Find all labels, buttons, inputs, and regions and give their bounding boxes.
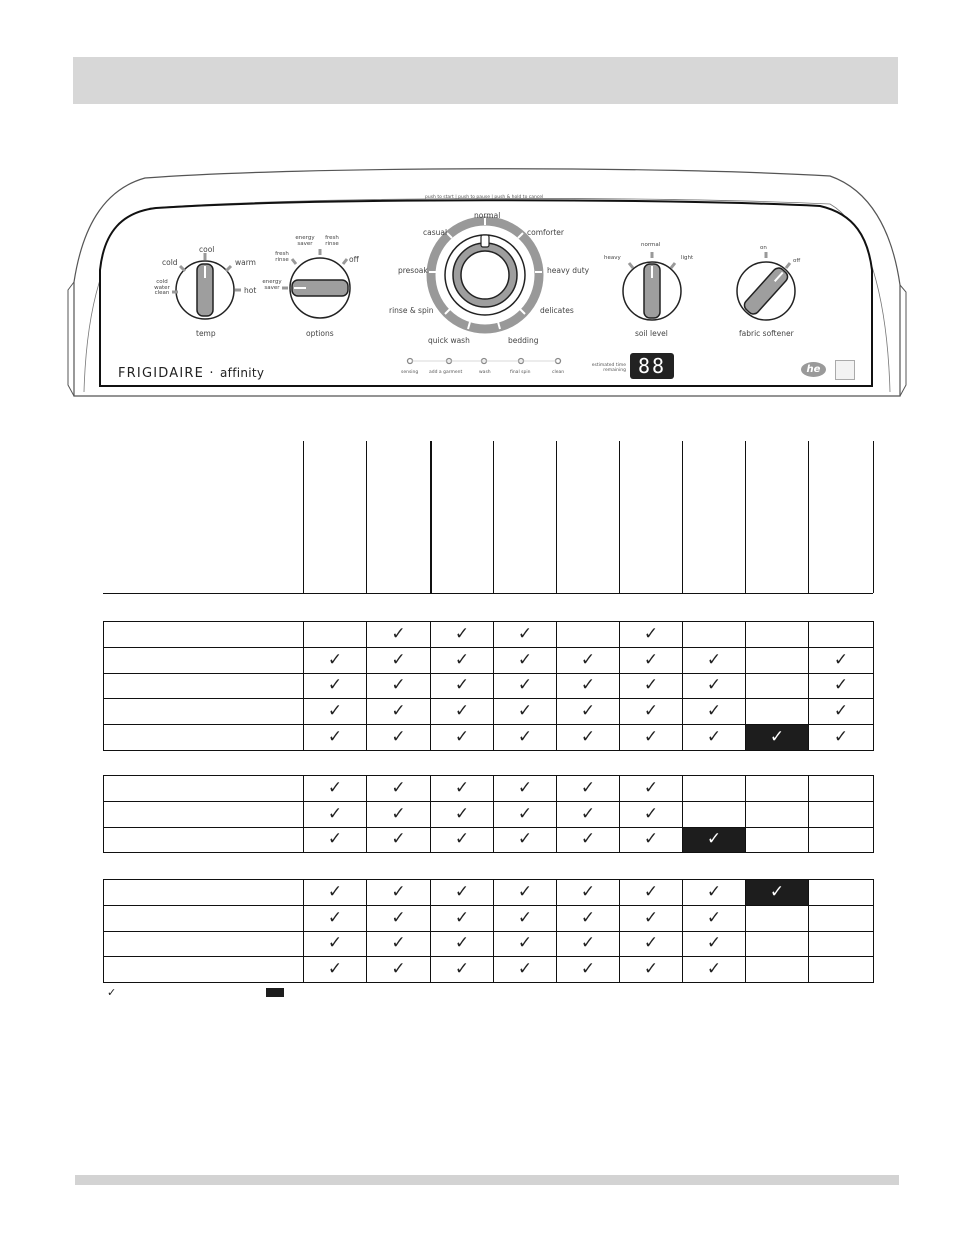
table-cell — [493, 724, 557, 751]
check-icon: ✓ — [517, 777, 533, 798]
brand-sub: affinity — [220, 366, 265, 380]
check-icon: ✓ — [517, 907, 533, 928]
check-icon: ✓ — [391, 623, 406, 644]
check-icon: ✓ — [327, 959, 343, 980]
table-cell — [556, 698, 620, 725]
table-cell — [303, 879, 367, 906]
check-icon: ✓ — [391, 959, 406, 980]
table-header-rule — [103, 593, 873, 594]
push-to-start-hint: push to start | push to pause | push & hold to cancel — [425, 195, 544, 200]
check-icon: ✓ — [643, 959, 659, 980]
table-cell — [430, 775, 494, 802]
table-cell — [303, 956, 367, 983]
table-cell — [303, 621, 367, 648]
temp-setting-hot: hot — [244, 286, 257, 295]
table-cell — [745, 724, 809, 751]
options-setting-fresh-rinse-top: fresh rinse — [325, 235, 339, 247]
table-cell — [745, 621, 809, 648]
check-icon: ✓ — [833, 649, 849, 670]
table-cell — [430, 698, 494, 725]
table-cell — [366, 775, 431, 802]
table-cell — [682, 905, 746, 932]
check-icon: ✓ — [327, 829, 343, 850]
status-wash: wash — [479, 370, 491, 375]
table-cell — [808, 673, 874, 700]
table-cell — [366, 956, 431, 983]
check-icon: ✓ — [643, 623, 659, 644]
table-row-label — [103, 698, 304, 725]
check-icon: ✓ — [454, 675, 470, 696]
table-cell — [303, 931, 367, 958]
table-cell — [682, 801, 746, 828]
table-cell — [556, 879, 620, 906]
check-icon: ✓ — [454, 881, 470, 902]
check-icon: ✓ — [327, 701, 343, 722]
check-icon: ✓ — [769, 881, 785, 902]
header-column-divider — [493, 441, 494, 593]
table-cell — [556, 673, 620, 700]
table-cell — [745, 827, 809, 854]
table-cell — [808, 931, 874, 958]
check-icon: ✓ — [706, 907, 722, 928]
table-cell — [493, 621, 557, 648]
table-cell — [303, 724, 367, 751]
fabric-softener-label: fabric softener — [739, 329, 794, 338]
table-cell — [366, 673, 431, 700]
cycle-casual: casual — [423, 228, 448, 237]
temp-setting-cold-water-clean: cold water clean — [154, 279, 170, 296]
table-cell — [682, 827, 746, 854]
check-icon: ✓ — [580, 829, 596, 850]
check-icon: ✓ — [454, 933, 470, 954]
check-icon: ✓ — [391, 803, 406, 824]
table-row-label — [103, 801, 304, 828]
check-icon: ✓ — [517, 933, 533, 954]
table-cell — [366, 827, 431, 854]
check-icon: ✓ — [643, 777, 659, 798]
check-icon: ✓ — [643, 727, 659, 748]
table-cell — [619, 673, 683, 700]
check-icon: ✓ — [517, 675, 533, 696]
table-cell — [556, 775, 620, 802]
footer-bar — [75, 1175, 899, 1185]
table-cell — [682, 673, 746, 700]
table-cell — [556, 827, 620, 854]
table-cell — [556, 647, 620, 674]
options-setting-off: off — [349, 255, 359, 264]
check-icon: ✓ — [706, 649, 722, 670]
table-row-label — [103, 956, 304, 983]
check-icon: ✓ — [833, 675, 849, 696]
table-cell — [808, 801, 874, 828]
table-cell — [619, 931, 683, 958]
table-cell — [745, 801, 809, 828]
check-icon: ✓ — [454, 701, 470, 722]
table-cell — [682, 956, 746, 983]
check-icon: ✓ — [517, 623, 533, 644]
table-cell — [430, 931, 494, 958]
check-icon: ✓ — [454, 727, 470, 748]
table-cell — [682, 931, 746, 958]
control-panel-illustration — [60, 160, 910, 405]
table-cell — [619, 827, 683, 854]
table-cell — [430, 905, 494, 932]
options-setting-energy-saver-top: energy saver — [295, 235, 315, 247]
cycle-heavy-duty: heavy duty — [547, 266, 590, 275]
check-icon: ✓ — [706, 727, 722, 748]
table-cell — [808, 905, 874, 932]
check-icon: ✓ — [517, 727, 533, 748]
table-cell — [745, 775, 809, 802]
header-column-divider — [619, 441, 620, 593]
check-icon: ✓ — [580, 907, 596, 928]
table-cell — [619, 801, 683, 828]
check-icon: ✓ — [391, 881, 406, 902]
check-icon: ✓ — [833, 701, 849, 722]
table-cell — [745, 905, 809, 932]
table-row-label — [103, 621, 304, 648]
brand-name: FRIGIDAIRE — [118, 366, 205, 381]
check-icon: ✓ — [327, 777, 343, 798]
table-cell — [493, 827, 557, 854]
table-cell — [430, 827, 494, 854]
table-cell — [682, 879, 746, 906]
table-cell — [493, 673, 557, 700]
header-column-divider — [366, 441, 367, 593]
temp-setting-cold: cold — [162, 258, 178, 267]
table-cell — [619, 724, 683, 751]
temp-label: temp — [196, 329, 216, 338]
check-icon: ✓ — [391, 829, 406, 850]
table-cell — [430, 621, 494, 648]
table-cell — [745, 647, 809, 674]
table-cell — [808, 647, 874, 674]
check-icon: ✓ — [769, 727, 785, 748]
check-icon: ✓ — [454, 803, 470, 824]
table-cell — [556, 621, 620, 648]
check-icon: ✓ — [327, 907, 343, 928]
temp-setting-cool: cool — [199, 245, 215, 254]
check-icon: ✓ — [327, 803, 343, 824]
header-column-divider — [682, 441, 683, 593]
table-cell — [493, 801, 557, 828]
table-cell — [619, 879, 683, 906]
legend-check-icon: ✓ — [107, 986, 117, 999]
table-cell — [619, 647, 683, 674]
status-clean: clean — [552, 370, 565, 375]
cycle-normal: normal — [474, 211, 501, 220]
table-cell — [619, 905, 683, 932]
cycle-quick-wash: quick wash — [428, 336, 470, 345]
table-cell — [682, 724, 746, 751]
table-cell — [682, 698, 746, 725]
check-icon: ✓ — [517, 959, 533, 980]
check-icon: ✓ — [391, 933, 406, 954]
check-icon: ✓ — [391, 675, 406, 696]
table-cell — [303, 801, 367, 828]
table-cell — [430, 724, 494, 751]
check-icon: ✓ — [327, 675, 343, 696]
cycle-rinse-spin: rinse & spin — [389, 306, 434, 315]
table-cell — [619, 698, 683, 725]
check-icon: ✓ — [391, 777, 406, 798]
check-icon: ✓ — [517, 649, 533, 670]
table-row-label — [103, 827, 304, 854]
check-icon: ✓ — [706, 829, 722, 850]
table-cell — [493, 931, 557, 958]
header-column-divider — [873, 441, 874, 593]
check-icon: ✓ — [327, 649, 343, 670]
check-icon: ✓ — [580, 881, 596, 902]
check-icon: ✓ — [643, 907, 659, 928]
status-sensing: sensing — [401, 370, 419, 375]
table-cell — [430, 879, 494, 906]
cycle-bedding: bedding — [508, 336, 539, 345]
check-icon: ✓ — [706, 933, 722, 954]
table-cell — [366, 621, 431, 648]
check-icon: ✓ — [454, 623, 470, 644]
table-row-label — [103, 931, 304, 958]
table-row-label — [103, 905, 304, 932]
table-row-label — [103, 879, 304, 906]
cycle-comforter: comforter — [527, 228, 564, 237]
check-icon: ✓ — [391, 649, 406, 670]
soil-setting-light: light — [681, 255, 694, 261]
check-icon: ✓ — [643, 649, 659, 670]
table-cell — [808, 775, 874, 802]
table-cell — [619, 621, 683, 648]
status-add-a-garment: add a garment — [429, 370, 463, 375]
check-icon: ✓ — [706, 701, 722, 722]
check-icon: ✓ — [454, 959, 470, 980]
status-final-spin: final spin — [510, 370, 531, 375]
header-column-divider — [745, 441, 746, 593]
table-cell — [366, 698, 431, 725]
header-column-divider — [556, 441, 557, 593]
check-icon: ✓ — [454, 777, 470, 798]
check-icon: ✓ — [454, 829, 470, 850]
table-cell — [430, 956, 494, 983]
table-cell — [682, 775, 746, 802]
check-icon: ✓ — [580, 933, 596, 954]
check-icon: ✓ — [580, 727, 596, 748]
check-icon: ✓ — [643, 933, 659, 954]
table-cell — [493, 698, 557, 725]
check-icon: ✓ — [580, 803, 596, 824]
table-cell — [303, 827, 367, 854]
table-cell — [366, 905, 431, 932]
check-icon: ✓ — [643, 803, 659, 824]
time-display: 88 — [630, 353, 674, 379]
table-cell — [808, 621, 874, 648]
table-cell — [808, 724, 874, 751]
table-row-label — [103, 673, 304, 700]
check-icon: ✓ — [454, 649, 470, 670]
check-icon: ✓ — [327, 881, 343, 902]
check-icon: ✓ — [833, 727, 849, 748]
soil-setting-heavy: heavy — [604, 255, 621, 261]
table-cell — [430, 647, 494, 674]
table-legend — [107, 987, 284, 998]
check-icon: ✓ — [580, 777, 596, 798]
options-label: options — [306, 329, 334, 338]
cycle-delicates: delicates — [540, 306, 574, 315]
check-icon: ✓ — [517, 881, 533, 902]
table-cell — [745, 931, 809, 958]
table-cell — [493, 879, 557, 906]
check-icon: ✓ — [327, 933, 343, 954]
check-icon: ✓ — [643, 881, 659, 902]
soil-setting-normal: normal — [641, 242, 661, 248]
check-icon: ✓ — [580, 675, 596, 696]
check-icon: ✓ — [643, 701, 659, 722]
table-cell — [430, 801, 494, 828]
brand-logo — [118, 366, 264, 381]
table-cell — [745, 698, 809, 725]
header-column-divider — [303, 441, 304, 593]
table-cell — [808, 827, 874, 854]
table-cell — [745, 673, 809, 700]
table-cell — [493, 956, 557, 983]
check-icon: ✓ — [454, 907, 470, 928]
soil-level-label: soil level — [635, 329, 668, 338]
table-cell — [303, 775, 367, 802]
table-cell — [556, 801, 620, 828]
options-setting-fresh-rinse-left: fresh rinse — [275, 251, 289, 263]
table-cell — [493, 647, 557, 674]
header-column-divider — [808, 441, 809, 593]
table-cell — [430, 673, 494, 700]
table-cell — [682, 647, 746, 674]
check-icon: ✓ — [643, 675, 659, 696]
table-cell — [556, 905, 620, 932]
check-icon: ✓ — [517, 701, 533, 722]
options-setting-energy-saver-left: energy saver — [262, 279, 282, 291]
table-cell — [619, 775, 683, 802]
check-icon: ✓ — [517, 803, 533, 824]
check-icon: ✓ — [391, 907, 406, 928]
table-cell — [366, 931, 431, 958]
table-cell — [556, 724, 620, 751]
he-logo: he — [801, 362, 826, 377]
cycle-presoak: presoak — [398, 266, 428, 275]
table-cell — [366, 879, 431, 906]
check-icon: ✓ — [706, 959, 722, 980]
table-cell — [493, 775, 557, 802]
table-cell — [303, 905, 367, 932]
check-icon: ✓ — [391, 727, 406, 748]
table-cell — [303, 647, 367, 674]
check-icon: ✓ — [706, 881, 722, 902]
check-icon: ✓ — [580, 649, 596, 670]
table-cell — [682, 621, 746, 648]
table-row-label — [103, 724, 304, 751]
table-cell — [556, 931, 620, 958]
header-bar — [73, 57, 898, 104]
fabric-softener-setting-off: off — [793, 258, 801, 264]
table-cell — [303, 673, 367, 700]
table-cell — [619, 956, 683, 983]
table-cell — [808, 879, 874, 906]
energy-star-icon — [835, 360, 855, 380]
check-icon: ✓ — [391, 701, 406, 722]
table-row-label — [103, 775, 304, 802]
header-column-divider — [430, 441, 432, 593]
brand-dot: · — [209, 366, 221, 381]
table-cell — [556, 956, 620, 983]
table-cell — [493, 905, 557, 932]
table-cell — [745, 879, 809, 906]
table-cell — [808, 698, 874, 725]
table-cell — [303, 698, 367, 725]
table-cell — [366, 647, 431, 674]
check-icon: ✓ — [706, 675, 722, 696]
table-row-label — [103, 647, 304, 674]
table-cell — [745, 956, 809, 983]
check-icon: ✓ — [327, 727, 343, 748]
table-cell — [808, 956, 874, 983]
estimated-time-label: estimated time remaining — [591, 363, 626, 373]
check-icon: ✓ — [580, 701, 596, 722]
check-icon: ✓ — [517, 829, 533, 850]
check-icon: ✓ — [643, 829, 659, 850]
legend-filled-box — [266, 988, 284, 997]
table-cell — [366, 801, 431, 828]
table-cell — [366, 724, 431, 751]
check-icon: ✓ — [580, 959, 596, 980]
fabric-softener-setting-on: on — [760, 245, 767, 251]
temp-setting-warm: warm — [235, 258, 256, 267]
